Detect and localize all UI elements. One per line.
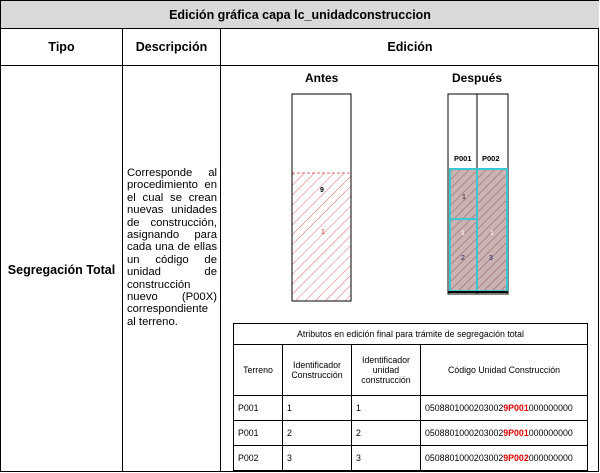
column-header: Código Unidad Construcción — [421, 345, 588, 396]
after-header-p001: P001 — [454, 154, 472, 163]
code-suffix: 000000000 — [528, 428, 573, 438]
table-row — [234, 421, 588, 446]
after-number: 1 — [461, 230, 465, 237]
before-parcel — [292, 94, 351, 301]
before-number-main: 1 — [321, 229, 325, 236]
after-number: 3 — [489, 255, 493, 262]
cell-id-unidad: 1 — [352, 396, 421, 421]
after-label: Después — [452, 71, 503, 85]
code-suffix: 000000000 — [528, 453, 573, 463]
cell-terreno: P001 — [234, 396, 283, 421]
table-title: Edición gráfica capa lc_unidadconstruccion — [1, 1, 599, 29]
row-descripcion: Corresponde al procedimiento en el cual se crean nuevas unidades de construcción, asignando para cada una de ellas un código de unidad de construcción nuevo (P00X) correspondiente al terreno. — [127, 167, 217, 328]
cell-terreno: P002 — [234, 446, 283, 471]
cell-id-unidad: 2 — [352, 421, 421, 446]
column-header: Identificador unidad construcción — [352, 345, 421, 396]
header-tipo: Tipo — [1, 29, 122, 66]
cell-codigo — [421, 421, 588, 446]
cell-id-construccion: 1 — [283, 396, 352, 421]
before-number-top: 9 — [320, 187, 324, 194]
cell-id-construccion: 3 — [283, 446, 352, 471]
before-label: Antes — [305, 71, 339, 85]
column-header: Identificador Construcción — [283, 345, 352, 396]
row-tipo: Segregación Total — [7, 263, 116, 277]
header-descripcion: Descripción — [123, 29, 220, 66]
attributes-caption: Atributos en edición final para trámite de segregación total — [234, 324, 588, 345]
header-edicion: Edición — [221, 29, 599, 66]
after-parcels — [448, 94, 508, 294]
column-header: Terreno — [234, 345, 283, 396]
code-highlight: 9P001 — [503, 403, 529, 413]
cell-codigo — [421, 396, 588, 421]
after-number: 1 — [490, 230, 494, 237]
table-row — [234, 446, 588, 471]
code-highlight: 9P001 — [503, 428, 529, 438]
cell-id-construccion: 2 — [283, 421, 352, 446]
after-number: 1 — [462, 194, 466, 201]
code-prefix: 0508801000203002 — [425, 453, 504, 463]
cell-id-unidad: 3 — [352, 446, 421, 471]
after-header-p002: P002 — [482, 154, 500, 163]
code-suffix: 000000000 — [528, 403, 573, 413]
attributes-table — [233, 323, 588, 471]
code-highlight: 9P002 — [503, 453, 529, 463]
cell-terreno: P001 — [234, 421, 283, 446]
code-prefix: 0508801000203002 — [425, 403, 504, 413]
after-number: 2 — [461, 255, 465, 262]
edition-diagram — [1, 1, 599, 321]
table-row — [234, 396, 588, 421]
cell-codigo — [421, 446, 588, 471]
code-prefix: 0508801000203002 — [425, 428, 504, 438]
